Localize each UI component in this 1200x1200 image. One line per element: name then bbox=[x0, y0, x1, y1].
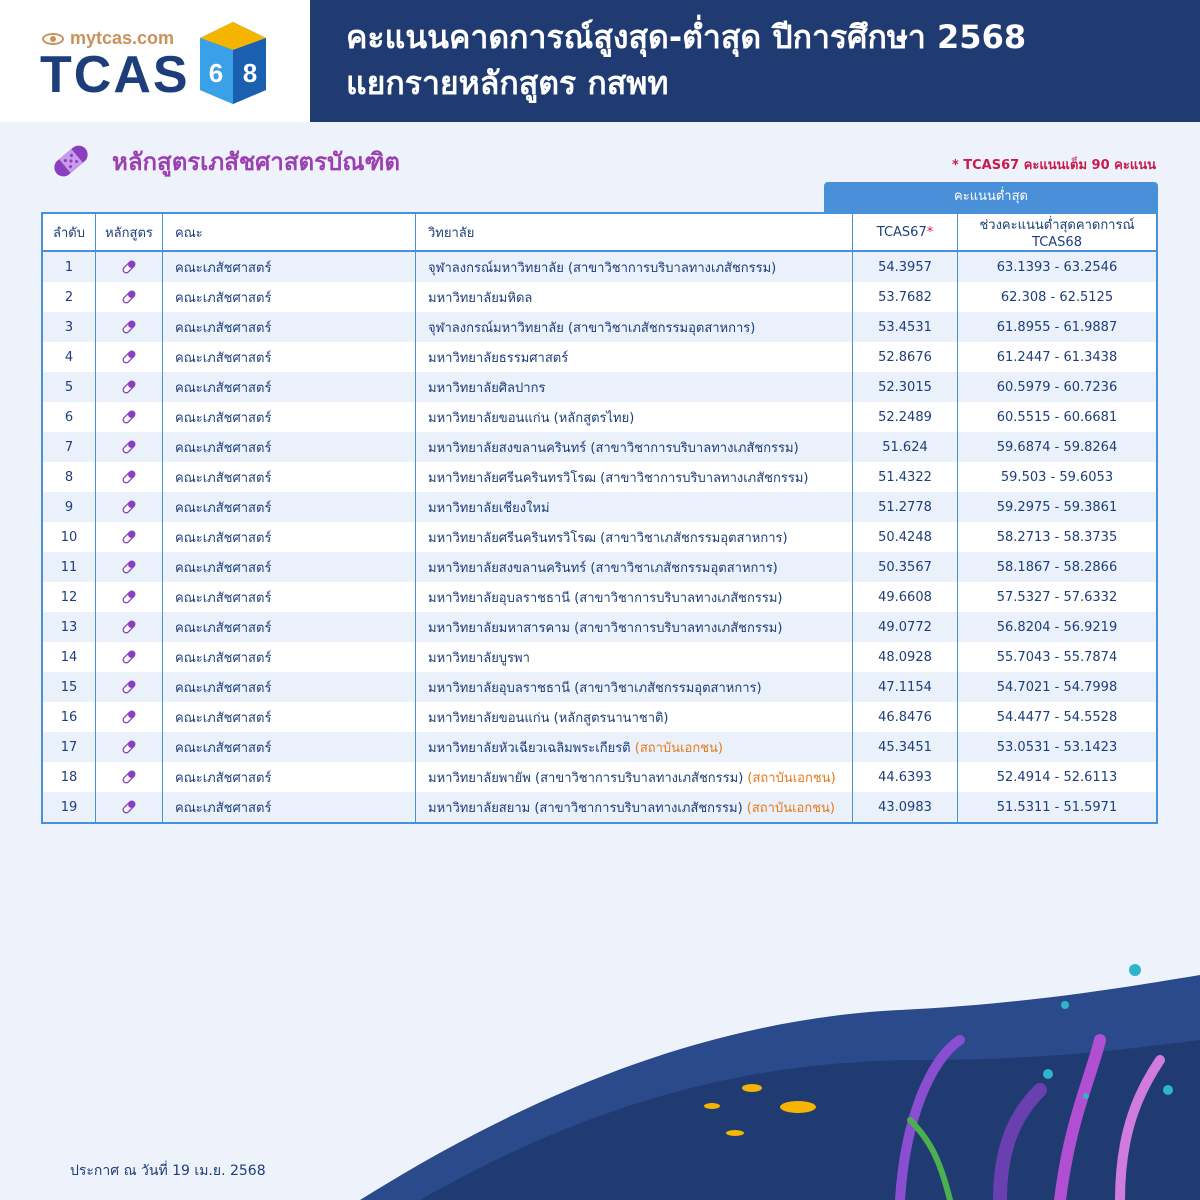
tcas68-range-cell: 57.5327 - 57.6332 bbox=[958, 582, 1158, 612]
tcas68-range-cell: 61.2447 - 61.3438 bbox=[958, 342, 1158, 372]
capsule-icon bbox=[121, 679, 137, 695]
col-university: วิทยาลัย bbox=[416, 213, 853, 251]
faculty-cell: คณะเภสัชศาสตร์ bbox=[163, 642, 416, 672]
table-row bbox=[42, 402, 1157, 432]
capsule-icon bbox=[121, 469, 137, 485]
page-title bbox=[346, 14, 1026, 106]
col-faculty: คณะ bbox=[163, 213, 416, 251]
program-cell bbox=[96, 522, 163, 552]
col-range68: ช่วงคะแนนต่ำสุดคาดการณ์ TCAS68 bbox=[958, 213, 1158, 251]
tcas67-score-cell: 48.0928 bbox=[853, 642, 958, 672]
program-cell bbox=[96, 312, 163, 342]
tcas67-score-cell: 45.3451 bbox=[853, 732, 958, 762]
program-cell bbox=[96, 372, 163, 402]
program-cell bbox=[96, 282, 163, 312]
tcas67-score-cell: 46.8476 bbox=[853, 702, 958, 732]
university-cell bbox=[416, 402, 853, 432]
table-row bbox=[42, 552, 1157, 582]
tcas68-range-cell: 53.0531 - 53.1423 bbox=[958, 732, 1158, 762]
capsule-icon bbox=[121, 589, 137, 605]
program-cell bbox=[96, 672, 163, 702]
tcas68-range-cell: 63.1393 - 63.2546 bbox=[958, 251, 1158, 282]
private-badge: (สถาบันเอกชน) bbox=[747, 770, 836, 786]
capsule-icon bbox=[121, 289, 137, 305]
eye-icon bbox=[42, 33, 64, 45]
tcas68-range-cell: 59.2975 - 59.3861 bbox=[958, 492, 1158, 522]
tcas68-range-cell: 58.2713 - 58.3735 bbox=[958, 522, 1158, 552]
rank-cell: 13 bbox=[42, 612, 96, 642]
title-banner bbox=[310, 0, 1200, 122]
table-row bbox=[42, 282, 1157, 312]
faculty-cell: คณะเภสัชศาสตร์ bbox=[163, 462, 416, 492]
tcas67-score-cell: 51.624 bbox=[853, 432, 958, 462]
tcas68-range-cell: 52.4914 - 52.6113 bbox=[958, 762, 1158, 792]
rank-cell: 19 bbox=[42, 792, 96, 823]
university-name: มหาวิทยาลัยพายัพ (สาขาวิชาการบริบาลทางเภสัชกรรม) bbox=[428, 770, 748, 786]
tcas68-range-cell: 62.308 - 62.5125 bbox=[958, 282, 1158, 312]
rank-cell: 6 bbox=[42, 402, 96, 432]
brand-name: TCAS bbox=[40, 46, 190, 104]
tcas67-score-cell: 53.7682 bbox=[853, 282, 958, 312]
rank-cell: 5 bbox=[42, 372, 96, 402]
capsule-icon bbox=[121, 739, 137, 755]
title-line-2: แยกรายหลักสูตร กสพท bbox=[346, 64, 669, 102]
university-cell bbox=[416, 372, 853, 402]
tcas67-score-cell: 52.2489 bbox=[853, 402, 958, 432]
bandage-icon bbox=[50, 140, 92, 182]
rank-cell: 10 bbox=[42, 522, 96, 552]
tcas68-range-cell: 51.5311 - 51.5971 bbox=[958, 792, 1158, 823]
col-tcas67-asterisk: * bbox=[926, 224, 934, 240]
faculty-cell: คณะเภสัชศาสตร์ bbox=[163, 492, 416, 522]
university-cell bbox=[416, 432, 853, 462]
tcas67-score-cell: 52.8676 bbox=[853, 342, 958, 372]
table-row bbox=[42, 672, 1157, 702]
col-tcas67 bbox=[853, 213, 958, 251]
tcas67-score-cell: 50.3567 bbox=[853, 552, 958, 582]
university-name: มหาวิทยาลัยศรีนครินทรวิโรฒ (สาขาวิชาการบริบาลทางเภสัชกรรม) bbox=[428, 470, 809, 486]
tcas67-score-cell: 51.2778 bbox=[853, 492, 958, 522]
university-cell bbox=[416, 792, 853, 823]
table-row bbox=[42, 582, 1157, 612]
faculty-cell: คณะเภสัชศาสตร์ bbox=[163, 672, 416, 702]
section-title: หลักสูตรเภสัชศาสตรบัณฑิต bbox=[112, 147, 400, 176]
col-rank: ลำดับ bbox=[42, 213, 96, 251]
university-cell bbox=[416, 612, 853, 642]
tcas67-score-cell: 53.4531 bbox=[853, 312, 958, 342]
university-cell bbox=[416, 642, 853, 672]
tcas67-score-cell: 52.3015 bbox=[853, 372, 958, 402]
table-row bbox=[42, 372, 1157, 402]
capsule-icon bbox=[121, 619, 137, 635]
announce-date: ประกาศ ณ วันที่ 19 เม.ย. 2568 bbox=[70, 1163, 266, 1179]
rank-cell: 16 bbox=[42, 702, 96, 732]
program-cell bbox=[96, 432, 163, 462]
logo bbox=[0, 0, 310, 122]
table-row bbox=[42, 432, 1157, 462]
capsule-icon bbox=[121, 559, 137, 575]
table-row bbox=[42, 612, 1157, 642]
university-name: มหาวิทยาลัยขอนแก่น (หลักสูตรไทย) bbox=[428, 410, 635, 426]
tcas67-score-cell: 54.3957 bbox=[853, 251, 958, 282]
rank-cell: 7 bbox=[42, 432, 96, 462]
table-body bbox=[42, 251, 1157, 823]
capsule-icon bbox=[121, 379, 137, 395]
program-cell bbox=[96, 732, 163, 762]
capsule-icon bbox=[121, 799, 137, 815]
tcas67-score-cell: 51.4322 bbox=[853, 462, 958, 492]
col-program: หลักสูตร bbox=[96, 213, 163, 251]
faculty-cell: คณะเภสัชศาสตร์ bbox=[163, 552, 416, 582]
university-name: จุฬาลงกรณ์มหาวิทยาลัย (สาขาวิชาเภสัชกรรมอุตสาหการ) bbox=[428, 320, 756, 336]
table-row bbox=[42, 492, 1157, 522]
program-cell bbox=[96, 402, 163, 432]
rank-cell: 12 bbox=[42, 582, 96, 612]
rank-cell: 14 bbox=[42, 642, 96, 672]
faculty-cell: คณะเภสัชศาสตร์ bbox=[163, 432, 416, 462]
rank-cell: 11 bbox=[42, 552, 96, 582]
program-cell bbox=[96, 582, 163, 612]
program-cell bbox=[96, 251, 163, 282]
faculty-cell: คณะเภสัชศาสตร์ bbox=[163, 522, 416, 552]
table-row bbox=[42, 792, 1157, 823]
faculty-cell: คณะเภสัชศาสตร์ bbox=[163, 792, 416, 823]
university-name: มหาวิทยาลัยอุบลราชธานี (สาขาวิชาเภสัชกรรมอุตสาหการ) bbox=[428, 680, 762, 696]
tcas68-range-cell: 54.4477 - 54.5528 bbox=[958, 702, 1158, 732]
university-name: มหาวิทยาลัยศิลปากร bbox=[428, 380, 546, 396]
title-line-1: คะแนนคาดการณ์สูงสุด-ต่ำสุด ปีการศึกษา 2568 bbox=[346, 18, 1027, 56]
program-cell bbox=[96, 612, 163, 642]
university-name: มหาวิทยาลัยสงขลานครินทร์ (สาขาวิชาการบริบาลทางเภสัชกรรม) bbox=[428, 440, 799, 456]
tcas67-score-cell: 49.6608 bbox=[853, 582, 958, 612]
capsule-icon bbox=[121, 529, 137, 545]
private-badge: (สถาบันเอกชน) bbox=[634, 740, 723, 756]
university-name: จุฬาลงกรณ์มหาวิทยาลัย (สาขาวิชาการบริบาลทางเภสัชกรรม) bbox=[428, 260, 777, 276]
university-name: มหาวิทยาลัยสงขลานครินทร์ (สาขาวิชาเภสัชกรรมอุตสาหการ) bbox=[428, 560, 778, 576]
university-name: มหาวิทยาลัยอุบลราชธานี (สาขาวิชาการบริบาลทางเภสัชกรรม) bbox=[428, 590, 783, 606]
university-name: มหาวิทยาลัยศรีนครินทรวิโรฒ (สาขาวิชาเภสัชกรรมอุตสาหการ) bbox=[428, 530, 788, 546]
university-name: มหาวิทยาลัยขอนแก่น (หลักสูตรนานาชาติ) bbox=[428, 710, 669, 726]
university-cell bbox=[416, 582, 853, 612]
table-row bbox=[42, 642, 1157, 672]
university-cell bbox=[416, 522, 853, 552]
rank-cell: 15 bbox=[42, 672, 96, 702]
faculty-cell: คณะเภสัชศาสตร์ bbox=[163, 342, 416, 372]
site-name: mytcas.com bbox=[70, 28, 175, 48]
tcas68-range-cell: 54.7021 - 54.7998 bbox=[958, 672, 1158, 702]
university-name: มหาวิทยาลัยเชียงใหม่ bbox=[428, 500, 550, 516]
tcas68-range-cell: 60.5515 - 60.6681 bbox=[958, 402, 1158, 432]
faculty-cell: คณะเภสัชศาสตร์ bbox=[163, 282, 416, 312]
book-icon bbox=[198, 20, 268, 106]
rank-cell: 4 bbox=[42, 342, 96, 372]
capsule-icon bbox=[121, 709, 137, 725]
university-cell bbox=[416, 342, 853, 372]
table-row bbox=[42, 732, 1157, 762]
tcas68-range-cell: 55.7043 - 55.7874 bbox=[958, 642, 1158, 672]
rank-cell: 9 bbox=[42, 492, 96, 522]
rank-cell: 17 bbox=[42, 732, 96, 762]
program-cell bbox=[96, 762, 163, 792]
capsule-icon bbox=[121, 499, 137, 515]
university-name: มหาวิทยาลัยมหาสารคาม (สาขาวิชาการบริบาลทางเภสัชกรรม) bbox=[428, 620, 783, 636]
capsule-icon bbox=[121, 769, 137, 785]
table-row bbox=[42, 342, 1157, 372]
program-cell bbox=[96, 492, 163, 522]
badge-digit-8: 8 bbox=[242, 58, 258, 88]
university-cell bbox=[416, 312, 853, 342]
table-row bbox=[42, 312, 1157, 342]
university-cell bbox=[416, 492, 853, 522]
faculty-cell: คณะเภสัชศาสตร์ bbox=[163, 612, 416, 642]
section-header bbox=[50, 140, 400, 182]
tcas68-range-cell: 59.6874 - 59.8264 bbox=[958, 432, 1158, 462]
capsule-icon bbox=[121, 409, 137, 425]
faculty-cell: คณะเภสัชศาสตร์ bbox=[163, 762, 416, 792]
university-name: มหาวิทยาลัยสยาม (สาขาวิชาการบริบาลทางเภสัชกรรม) bbox=[428, 800, 747, 816]
university-name: มหาวิทยาลัยมหิดล bbox=[428, 290, 533, 306]
score-note: * TCAS67 คะแนนเต็ม 90 คะแนน bbox=[951, 158, 1156, 173]
tcas67-score-cell: 47.1154 bbox=[853, 672, 958, 702]
rank-cell: 18 bbox=[42, 762, 96, 792]
faculty-cell: คณะเภสัชศาสตร์ bbox=[163, 372, 416, 402]
university-name: มหาวิทยาลัยธรรมศาสตร์ bbox=[428, 350, 569, 366]
program-cell bbox=[96, 342, 163, 372]
rank-cell: 2 bbox=[42, 282, 96, 312]
capsule-icon bbox=[121, 259, 137, 275]
rank-cell: 3 bbox=[42, 312, 96, 342]
tcas67-score-cell: 43.0983 bbox=[853, 792, 958, 823]
rank-cell: 1 bbox=[42, 251, 96, 282]
tcas67-score-cell: 44.6393 bbox=[853, 762, 958, 792]
private-badge: (สถาบันเอกชน) bbox=[746, 800, 836, 816]
badge-digit-6: 6 bbox=[208, 58, 224, 88]
score-table bbox=[41, 212, 1158, 824]
capsule-icon bbox=[121, 319, 137, 335]
capsule-icon bbox=[121, 649, 137, 665]
capsule-icon bbox=[121, 349, 137, 365]
faculty-cell: คณะเภสัชศาสตร์ bbox=[163, 312, 416, 342]
faculty-cell: คณะเภสัชศาสตร์ bbox=[163, 251, 416, 282]
tcas67-score-cell: 49.0772 bbox=[853, 612, 958, 642]
university-cell bbox=[416, 702, 853, 732]
faculty-cell: คณะเภสัชศาสตร์ bbox=[163, 582, 416, 612]
tcas68-range-cell: 56.8204 - 56.9219 bbox=[958, 612, 1158, 642]
rank-cell: 8 bbox=[42, 462, 96, 492]
university-cell bbox=[416, 251, 853, 282]
tcas67-score-cell: 50.4248 bbox=[853, 522, 958, 552]
university-name: มหาวิทยาลัยบูรพา bbox=[428, 650, 530, 666]
program-cell bbox=[96, 552, 163, 582]
university-cell bbox=[416, 462, 853, 492]
capsule-icon bbox=[121, 439, 137, 455]
table-row bbox=[42, 251, 1157, 282]
faculty-cell: คณะเภสัชศาสตร์ bbox=[163, 732, 416, 762]
header bbox=[0, 0, 1200, 122]
program-cell bbox=[96, 642, 163, 672]
university-cell bbox=[416, 732, 853, 762]
university-cell bbox=[416, 282, 853, 312]
university-cell bbox=[416, 672, 853, 702]
program-cell bbox=[96, 462, 163, 492]
program-cell bbox=[96, 792, 163, 823]
table-row bbox=[42, 462, 1157, 492]
tcas68-range-cell: 61.8955 - 61.9887 bbox=[958, 312, 1158, 342]
tcas68-range-cell: 58.1867 - 58.2866 bbox=[958, 552, 1158, 582]
faculty-cell: คณะเภสัชศาสตร์ bbox=[163, 702, 416, 732]
university-cell bbox=[416, 552, 853, 582]
table-row bbox=[42, 522, 1157, 552]
min-score-group-header: คะแนนต่ำสุด bbox=[824, 182, 1158, 212]
program-cell bbox=[96, 702, 163, 732]
col-tcas67-label: TCAS67 bbox=[876, 224, 927, 240]
university-cell bbox=[416, 762, 853, 792]
table-row bbox=[42, 702, 1157, 732]
table-header-row bbox=[42, 213, 1157, 251]
table-row bbox=[42, 762, 1157, 792]
tcas68-range-cell: 59.503 - 59.6053 bbox=[958, 462, 1158, 492]
faculty-cell: คณะเภสัชศาสตร์ bbox=[163, 402, 416, 432]
university-name: มหาวิทยาลัยหัวเฉียวเฉลิมพระเกียรติ bbox=[428, 740, 635, 756]
tcas68-range-cell: 60.5979 - 60.7236 bbox=[958, 372, 1158, 402]
